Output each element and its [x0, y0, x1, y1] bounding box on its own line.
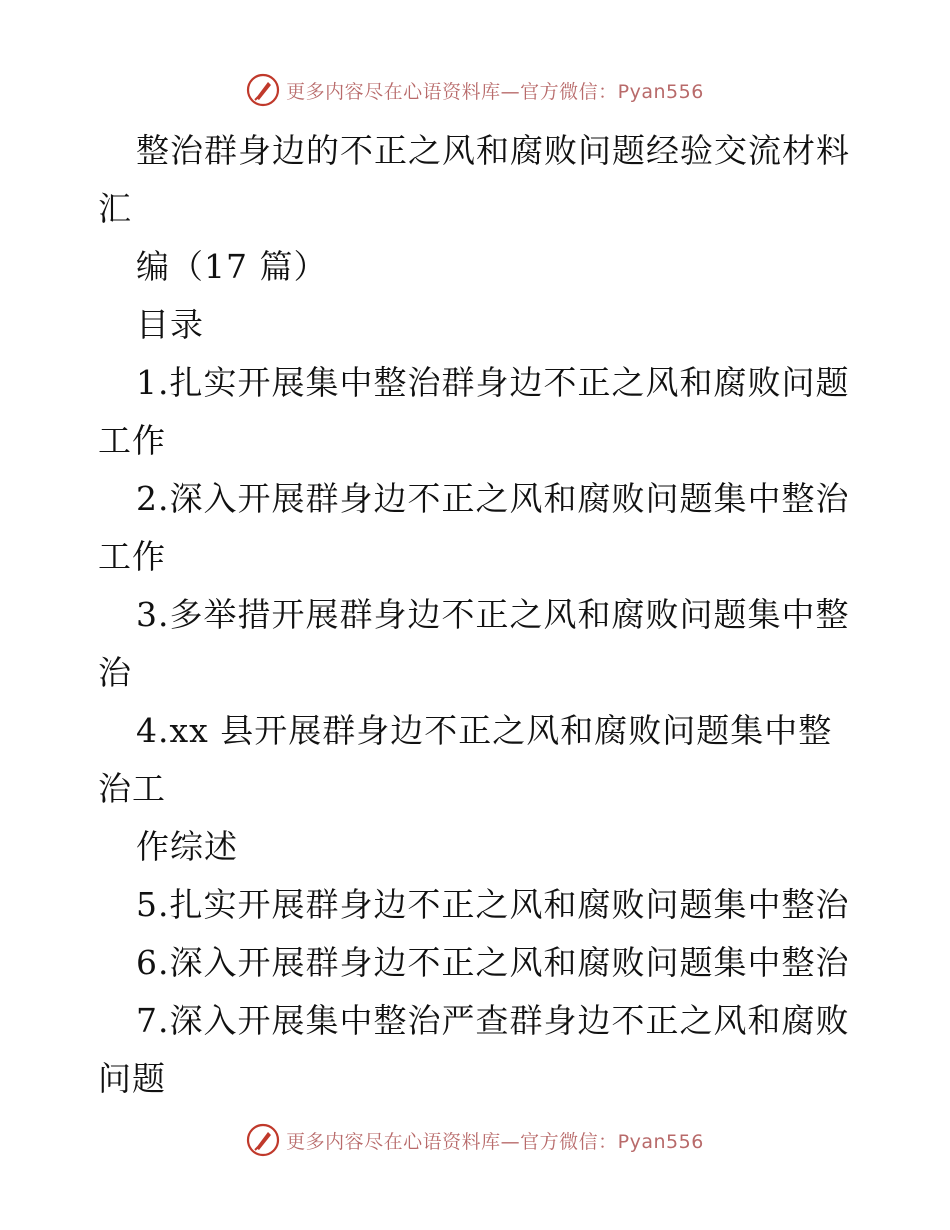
footer-watermark-text: 更多内容尽在心语资料库—官方微信：Pyan556 [286, 1130, 704, 1153]
document-line: 3.多举措开展群身边不正之风和腐败问题集中整 [136, 595, 850, 634]
document-line: 7.深入开展集中整治严查群身边不正之风和腐败 [136, 1001, 850, 1040]
quill-pen-logo-icon [246, 73, 280, 107]
quill-pen-logo-icon [246, 1123, 280, 1157]
document-line: 汇 [98, 189, 132, 228]
document-line: 整治群身边的不正之风和腐败问题经验交流材料 [136, 131, 850, 170]
header-watermark-banner [0, 70, 950, 110]
header-watermark-text: 更多内容尽在心语资料库—官方微信：Pyan556 [286, 80, 704, 103]
document-line: 治工 [98, 769, 166, 808]
document-body [98, 122, 858, 1108]
document-line: 1.扎实开展集中整治群身边不正之风和腐败问题 [136, 363, 850, 402]
document-line: 5.扎实开展群身边不正之风和腐败问题集中整治 [136, 885, 850, 924]
footer-watermark-banner [0, 1120, 950, 1160]
document-line: 6.深入开展群身边不正之风和腐败问题集中整治 [136, 943, 850, 982]
document-line: 工作 [98, 537, 166, 576]
document-line: 问题 [98, 1059, 166, 1098]
document-line: 目录 [136, 305, 204, 344]
document-line: 治 [98, 653, 132, 692]
document-line: 2.深入开展群身边不正之风和腐败问题集中整治 [136, 479, 850, 518]
document-line: 作综述 [136, 827, 238, 866]
document-line: 4.xx 县开展群身边不正之风和腐败问题集中整 [136, 711, 833, 750]
document-line: 工作 [98, 421, 166, 460]
document-line: 编（17 篇） [136, 247, 328, 286]
